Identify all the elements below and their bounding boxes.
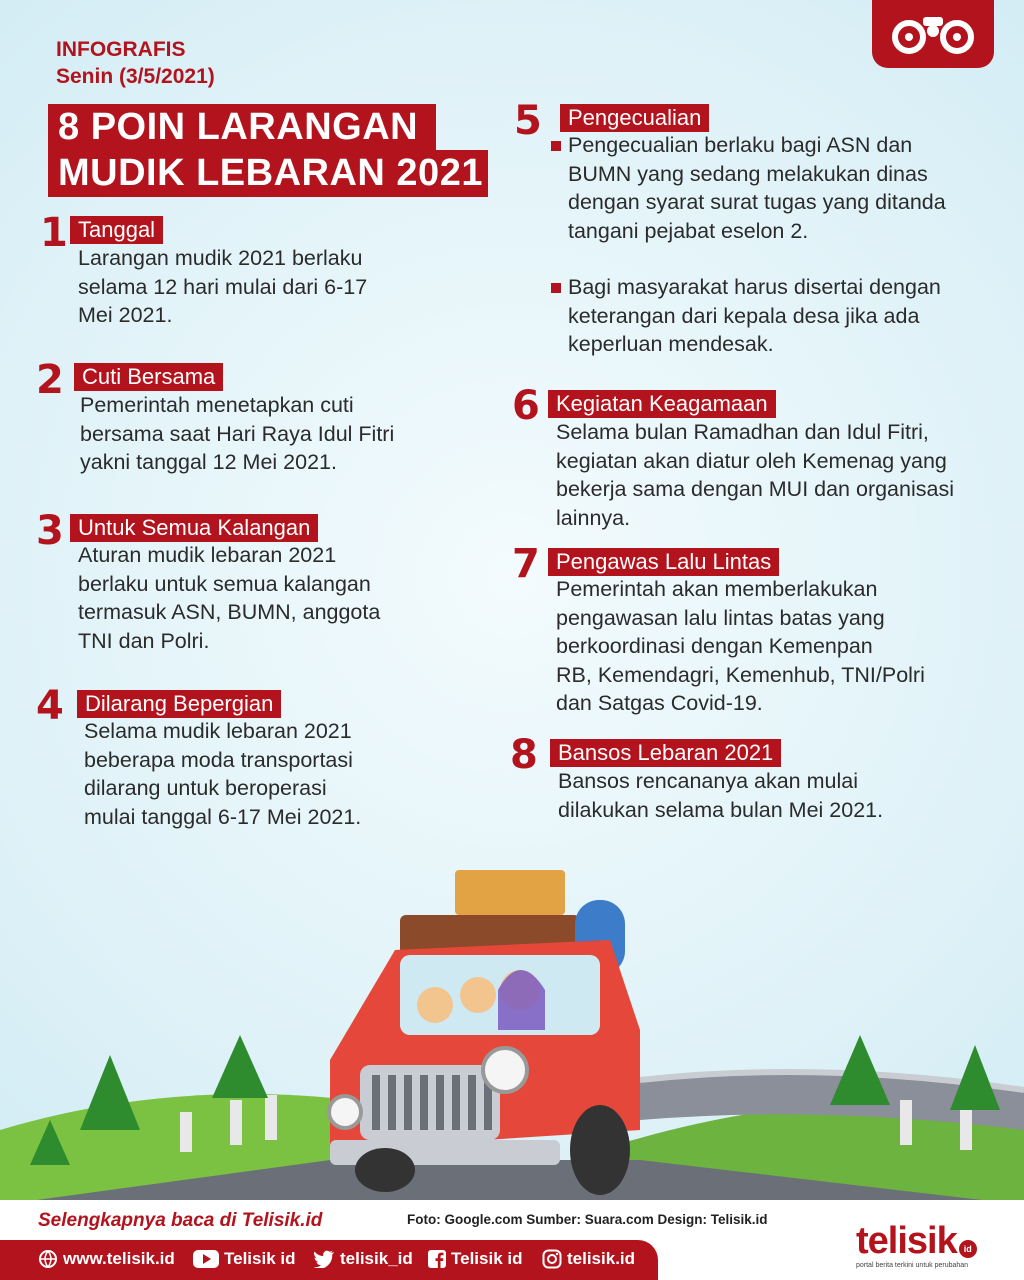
- photo-credit: Foto: Google.com Sumber: Suara.com Design: Telisik.id: [407, 1212, 768, 1227]
- social-instagram[interactable]: [542, 1249, 635, 1269]
- point-number-3: 3: [36, 508, 64, 554]
- brand-suffix: id: [959, 1240, 977, 1258]
- twitter-icon: [313, 1250, 335, 1268]
- point-text-2: Pemerintah menetapkan cuti bersama saat Hari Raya Idul Fitri yakni tanggal 12 Mei 2021.: [80, 393, 395, 474]
- brand-name: telisik: [856, 1220, 957, 1262]
- social-facebook[interactable]: [428, 1249, 523, 1269]
- point-number-4: 4: [36, 683, 64, 729]
- social-instagram-label: telisik.id: [567, 1249, 636, 1268]
- point-number-1: 1: [40, 210, 68, 256]
- point-text-7: Pemerintah akan memberlakukan pengawasan lalu lintas batas yang berkoordinasi dengan Kemenpan RB, Kemendagri, Kemenhub, TNI/Polri dan Satgas Covid-19.: [556, 577, 925, 715]
- telisik-brand: [856, 1222, 977, 1269]
- point-text-3: Aturan mudik lebaran 2021 berlaku untuk semua kalangan termasuk ASN, BUMN, anggota TNI dan Polri.: [78, 543, 381, 653]
- point-title-8: Bansos Lebaran 2021: [550, 739, 781, 767]
- social-youtube[interactable]: [193, 1249, 296, 1269]
- point-number-6: 6: [512, 383, 540, 429]
- point-text-4: Selama mudik lebaran 2021 beberapa moda transportasi dilarang untuk beroperasi mulai tanggal 6-17 Mei 2021.: [84, 719, 362, 829]
- globe-icon: [38, 1249, 58, 1269]
- instagram-icon: [542, 1249, 562, 1269]
- social-web-label: www.telisik.id: [63, 1249, 175, 1268]
- point-title-6: Kegiatan Keagamaan: [548, 390, 776, 418]
- bullet-icon: [551, 283, 561, 293]
- point-title-2: Cuti Bersama: [74, 363, 223, 391]
- point-number-7: 7: [512, 541, 540, 587]
- road-trip-illustration: [0, 830, 1024, 1205]
- point-number-5: 5: [514, 98, 542, 144]
- footer-cta: Selengkapnya baca di Telisik.id: [38, 1210, 323, 1231]
- point-number-2: 2: [36, 357, 64, 403]
- point-text-6: Selama bulan Ramadhan dan Idul Fitri, kegiatan akan diatur oleh Kemenag yang bekerja sama dengan MUI dan organisasi lainnya.: [556, 420, 954, 530]
- point-5-bullet-2: Bagi masyarakat harus disertai dengan keterangan dari kepala desa jika ada keperluan mendesak.: [568, 275, 941, 356]
- title-line-1: 8 POIN LARANGAN: [48, 104, 436, 151]
- social-facebook-label: Telisik id: [451, 1249, 523, 1268]
- point-title-1: Tanggal: [70, 216, 163, 244]
- facebook-icon: [428, 1250, 446, 1268]
- point-title-3: Untuk Semua Kalangan: [70, 514, 318, 542]
- social-twitter-label: telisik_id: [340, 1249, 413, 1268]
- date-label: Senin (3/5/2021): [56, 65, 215, 88]
- social-twitter[interactable]: [313, 1249, 413, 1269]
- telisik-logo-badge: [872, 0, 994, 68]
- point-title-5: Pengecualian: [560, 104, 709, 132]
- infografis-label: INFOGRAFIS: [56, 38, 186, 61]
- point-5-bullet-1: Pengecualian berlaku bagi ASN dan BUMN yang sedang melakukan dinas dengan syarat surat tugas yang ditanda tangani pejabat eselon 2.: [568, 133, 946, 243]
- point-text-8: Bansos rencananya akan mulai dilakukan selama bulan Mei 2021.: [558, 769, 884, 822]
- point-title-7: Pengawas Lalu Lintas: [548, 548, 779, 576]
- social-web[interactable]: [38, 1249, 175, 1269]
- brand-tagline: portal berita terkini untuk perubahan: [856, 1262, 969, 1269]
- youtube-icon: [193, 1250, 219, 1268]
- bullet-icon: [551, 141, 561, 151]
- social-youtube-label: Telisik id: [224, 1249, 296, 1268]
- point-title-4: Dilarang Bepergian: [77, 690, 281, 718]
- binoculars-icon: [885, 11, 981, 57]
- point-text-1: Larangan mudik 2021 berlaku selama 12 hari mulai dari 6-17 Mei 2021.: [78, 246, 368, 327]
- point-number-8: 8: [510, 732, 538, 778]
- title-line-2: MUDIK LEBARAN 2021: [48, 150, 488, 197]
